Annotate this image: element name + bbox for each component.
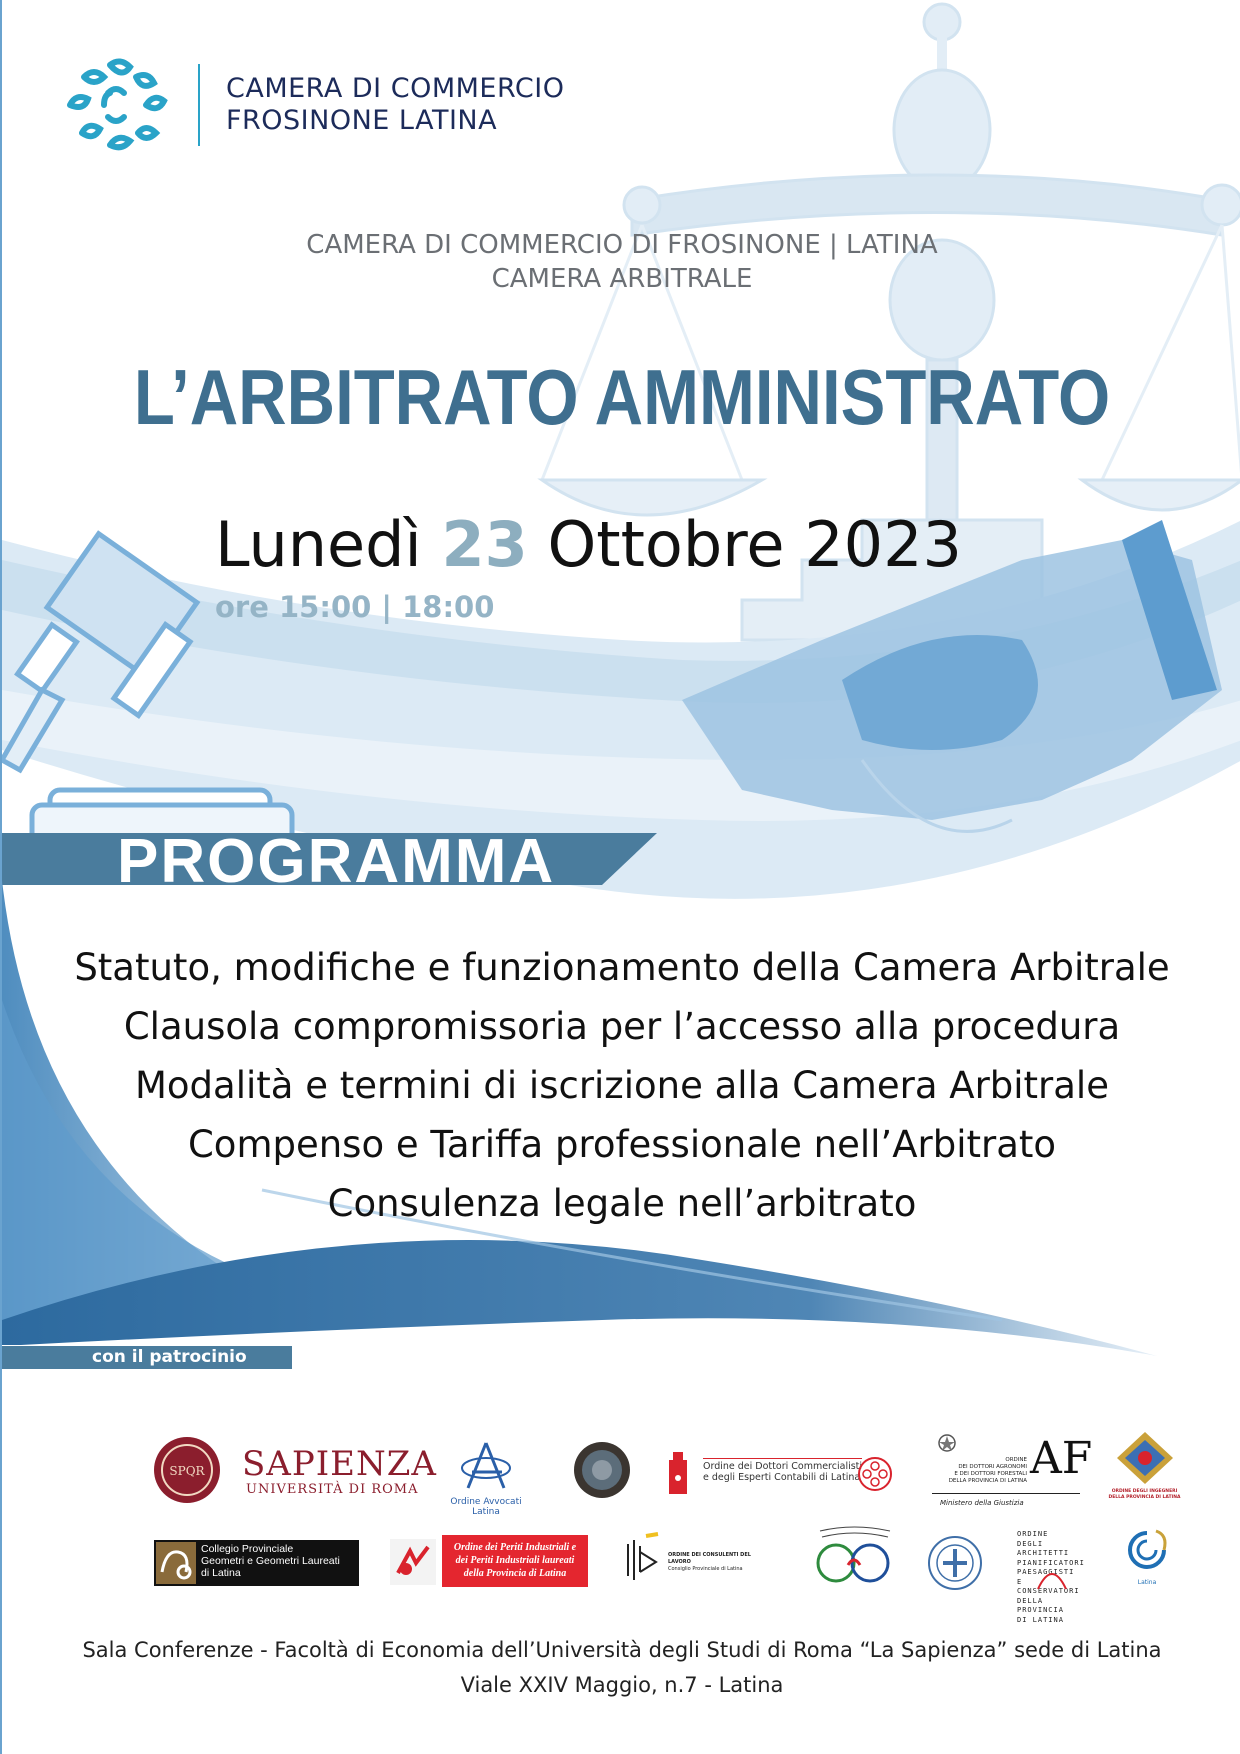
event-date: [215, 508, 962, 581]
commercialisti-line2: e degli Esperti Contabili di Latina: [703, 1472, 861, 1483]
architetti-line3: PIANIFICATORI: [1017, 1558, 1085, 1567]
chamber-name-line1: CAMERA DI COMMERCIO: [226, 73, 565, 104]
chamber-logo-icon: [62, 55, 172, 155]
consulenti-emblem-icon: [622, 1532, 664, 1588]
agronomi-line1: ORDINE: [1005, 1457, 1027, 1463]
program-list: [2, 938, 1240, 1233]
commercialisti-logo: [667, 1450, 897, 1500]
architetti-mark-icon: [1032, 1555, 1072, 1595]
sapienza-seal-icon: [152, 1435, 222, 1505]
consulenti-logo: [622, 1532, 772, 1588]
architetti-line6: DELLA PROVINCIA: [1017, 1596, 1064, 1614]
event-organizer: [2, 228, 1240, 296]
commercialisti-flower-icon: [855, 1454, 895, 1494]
avvocati-logo: [436, 1438, 536, 1517]
coin-emblem-icon: [572, 1440, 632, 1500]
periti-emblem-icon: [390, 1539, 436, 1585]
latina-spiral-label: Latina: [1137, 1579, 1157, 1586]
date-day: 23: [441, 508, 528, 581]
date-month-year: Ottobre 2023: [547, 508, 962, 581]
round-seal-icon: [927, 1535, 983, 1591]
avvocati-label: Ordine Avvocati Latina: [450, 1497, 522, 1517]
architetti-line1: ORDINE DEGLI: [1017, 1530, 1049, 1548]
architetti-line2: ARCHITETTI: [1017, 1549, 1070, 1557]
rings-logo-icon: [810, 1525, 898, 1585]
venue-line2: Viale XXIV Maggio, n.7 - Latina: [460, 1673, 784, 1697]
ingegneri-line1: ORDINE DEGLI INGEGNERI: [1111, 1489, 1178, 1494]
sapienza-main: SAPIENZA: [242, 1444, 437, 1484]
periti-logo: [390, 1535, 588, 1587]
date-weekday: Lunedì: [215, 508, 422, 581]
geometri-line3: di Latina: [201, 1567, 241, 1579]
program-item: Consulenza legale nell’arbitrato: [327, 1182, 917, 1225]
venue-info: [2, 1633, 1240, 1703]
architetti-line5: E CONSERVATORI: [1017, 1577, 1080, 1595]
event-time: ore 15:00 | 18:00: [215, 590, 495, 624]
republic-emblem-icon: [937, 1433, 957, 1453]
periti-line3: della Provincia di Latina: [463, 1568, 567, 1579]
periti-line2: dei Periti Industriali laureati: [455, 1555, 575, 1566]
consulenti-line1: ORDINE DEI CONSULENTI DEL LAVORO: [668, 1552, 751, 1565]
agronomi-rule: [932, 1493, 1080, 1494]
sapienza-wordmark: [242, 1446, 437, 1497]
organizer-line1: CAMERA DI COMMERCIO DI FROSINONE | LATINA: [306, 230, 938, 260]
programma-heading: PROGRAMMA: [117, 827, 556, 896]
avvocati-emblem-icon: [456, 1438, 516, 1493]
agronomi-mark: AF: [1030, 1433, 1093, 1484]
agronomi-logo: [932, 1433, 1093, 1513]
consulenti-line2: Consiglio Provinciale di Latina: [668, 1566, 743, 1572]
architetti-line7: DI LATINA: [1017, 1615, 1064, 1624]
periti-line1: Ordine dei Periti Industriali e: [453, 1542, 577, 1553]
brand-separator: [198, 64, 200, 146]
geometri-emblem-icon: [156, 1542, 196, 1584]
ingegneri-logo: [1102, 1430, 1187, 1501]
commercialisti-line1: Ordine dei Dottori Commercialisti: [703, 1461, 863, 1472]
ingegneri-diamond-icon: [1115, 1430, 1175, 1485]
program-item: Modalità e termini di iscrizione alla Camera Arbitrale: [135, 1064, 1109, 1107]
event-title: L’ARBITRATO AMMINISTRATO: [133, 353, 1111, 441]
header-brand: [62, 55, 564, 155]
geometri-line2: Geometri e Geometri Laureati: [201, 1555, 340, 1567]
commercialisti-tower-icon: [667, 1450, 689, 1496]
geometri-line1: Collegio Provinciale: [201, 1543, 294, 1555]
program-item: Statuto, modifiche e funzionamento della Camera Arbitrale: [74, 946, 1170, 989]
agronomi-line2: DEI DOTTORI AGRONOMI: [958, 1464, 1027, 1470]
ingegneri-line2: DELLA PROVINCIA DI LATINA: [1108, 1495, 1181, 1500]
organizer-line2: CAMERA ARBITRALE: [491, 264, 753, 294]
chamber-name: [226, 73, 564, 137]
latina-spiral-logo: [1117, 1525, 1177, 1586]
geometri-logo: [154, 1540, 359, 1586]
chamber-name-line2: FROSINONE LATINA: [226, 105, 498, 136]
spiral-icon: [1122, 1525, 1172, 1575]
architetti-line4: PAESAGGISTI: [1017, 1568, 1075, 1576]
agronomi-ministry: Ministero della Giustizia: [940, 1499, 1024, 1507]
agronomi-line3: E DEI DOTTORI FORESTALI: [954, 1471, 1027, 1477]
program-item: Clausola compromissoria per l’accesso alla procedura: [123, 1005, 1121, 1048]
venue-line1: Sala Conferenze - Facoltà di Economia dell’Università degli Studi di Roma “La Sapienza” sede di Latina: [82, 1638, 1162, 1662]
sapienza-sub: UNIVERSITÀ DI ROMA: [246, 1482, 419, 1497]
patrocinio-label: con il patrocinio: [92, 1347, 247, 1367]
program-item: Compenso e Tariffa professionale nell’Arbitrato: [187, 1123, 1057, 1166]
sapienza-seal-text: SPQR: [169, 1464, 205, 1478]
agronomi-line4: DELLA PROVINCIA DI LATINA: [948, 1478, 1027, 1484]
